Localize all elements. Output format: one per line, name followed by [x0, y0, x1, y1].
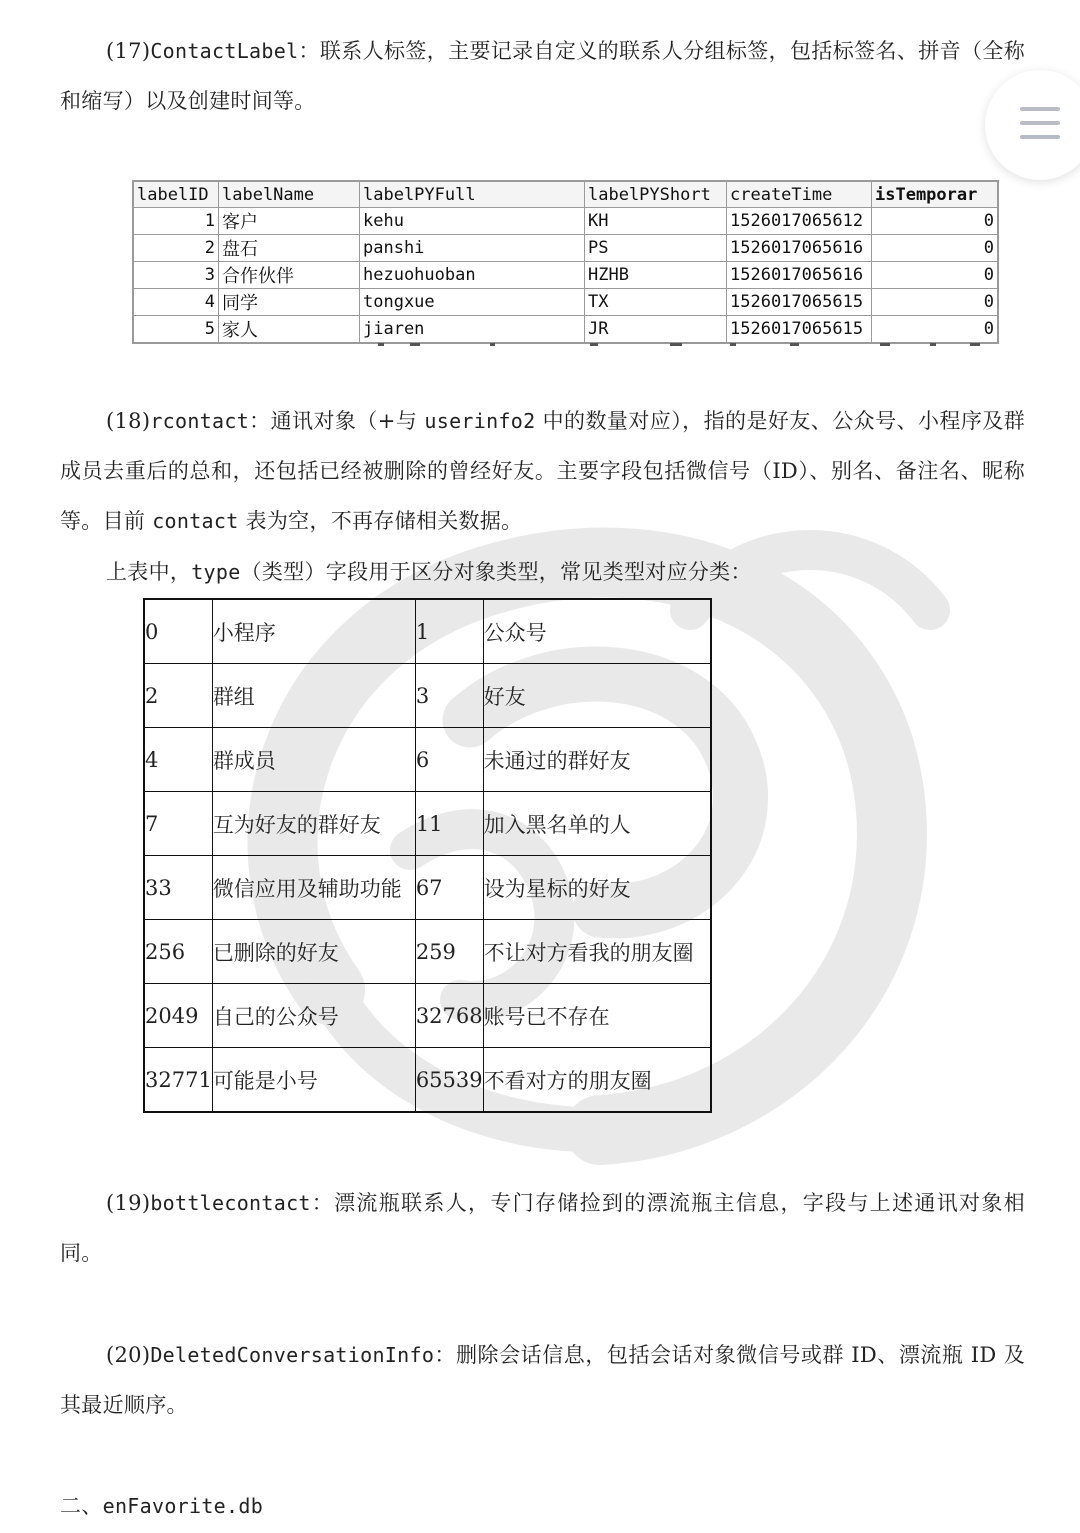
- cell-is-temporary: 0: [872, 262, 999, 289]
- header-label-id: labelID: [133, 181, 219, 208]
- section-18-table-name: rcontact: [150, 409, 250, 433]
- type-description: 可能是小号: [212, 1048, 415, 1113]
- heading-db-name: enFavorite.db: [102, 1494, 264, 1518]
- section-18-text-3: 表为空，不再存储相关数据。: [238, 509, 523, 533]
- cell-label-py-full: panshi: [360, 235, 585, 262]
- section-20-text: ：删除会话信息，包括会话对象微信号或群 ID、漂流瓶 ID 及其最近顺序。: [60, 1343, 1025, 1417]
- section-18-paragraph: [60, 396, 1025, 546]
- table-row: [133, 208, 998, 235]
- cell-is-temporary: 0: [872, 289, 999, 316]
- table-row: [144, 1048, 711, 1113]
- table-row: [144, 984, 711, 1048]
- type-code: 2049: [144, 984, 212, 1048]
- type-code: 3: [415, 664, 483, 728]
- type-description: 未通过的群好友: [483, 728, 711, 792]
- type-code: 6: [415, 728, 483, 792]
- cell-label-name: 客户: [219, 208, 360, 235]
- cell-label-py-short: PS: [585, 235, 727, 262]
- cell-create-time: 1526017065615: [727, 289, 872, 316]
- heading-number: 二、: [60, 1494, 103, 1518]
- table-row: [133, 262, 998, 289]
- section-20-paragraph: [60, 1330, 1025, 1430]
- cell-label-py-short: KH: [585, 208, 727, 235]
- userinfo-table-name: userinfo2: [424, 409, 536, 433]
- section-17-paragraph: [60, 26, 1025, 126]
- cell-label-py-short: TX: [585, 289, 727, 316]
- type-description: 不让对方看我的朋友圈: [483, 920, 711, 984]
- section-heading-2: [60, 1481, 1025, 1531]
- type-description: 小程序: [212, 599, 415, 664]
- cell-label-py-full: kehu: [360, 208, 585, 235]
- section-18-text-1: ：通讯对象（+与: [249, 409, 425, 433]
- section-20-table-name: DeletedConversationInfo: [150, 1343, 435, 1367]
- cell-create-time: 1526017065616: [727, 262, 872, 289]
- section-19-paragraph: [60, 1178, 1025, 1278]
- cell-create-time: 1526017065615: [727, 316, 872, 344]
- type-description: 好友: [483, 664, 711, 728]
- table-row: [133, 316, 998, 344]
- table-row: [133, 235, 998, 262]
- header-create-time: createTime: [727, 181, 872, 208]
- type-code: 32768: [415, 984, 483, 1048]
- type-description: 不看对方的朋友圈: [483, 1048, 711, 1113]
- type-code: 11: [415, 792, 483, 856]
- type-code: 67: [415, 856, 483, 920]
- contact-label-table: [132, 180, 999, 344]
- cell-label-id: 4: [133, 289, 219, 316]
- header-is-temporary: isTemporar: [872, 181, 999, 208]
- header-label-name: labelName: [219, 181, 360, 208]
- type-description: 已删除的好友: [212, 920, 415, 984]
- section-19-text: ：漂流瓶联系人，专门存储捡到的漂流瓶主信息，字段与上述通讯对象相同。: [60, 1191, 1025, 1265]
- cell-label-name: 盘石: [219, 235, 360, 262]
- type-description: 账号已不存在: [483, 984, 711, 1048]
- type-description: 互为好友的群好友: [212, 792, 415, 856]
- cell-label-id: 5: [133, 316, 219, 344]
- type-description: 设为星标的好友: [483, 856, 711, 920]
- section-18-text-2: 中的数量对应），指的是好友、公众号、小程序及群成员去重后的总和，还包括已经被删除的曾经好友。主要字段包括微信号（ID）、别名、备注名、昵称等。目前: [60, 409, 1025, 533]
- section-19-number: (19): [106, 1191, 151, 1215]
- header-label-py-full: labelPYFull: [360, 181, 585, 208]
- type-code: 65539: [415, 1048, 483, 1113]
- type-description: 微信应用及辅助功能: [212, 856, 415, 920]
- type-description: 加入黑名单的人: [483, 792, 711, 856]
- type-code: 0: [144, 599, 212, 664]
- cell-is-temporary: 0: [872, 235, 999, 262]
- type-description: 群组: [212, 664, 415, 728]
- type-code: 7: [144, 792, 212, 856]
- table-row: [144, 728, 711, 792]
- cell-label-id: 2: [133, 235, 219, 262]
- cell-label-id: 1: [133, 208, 219, 235]
- section-17-number: (17): [106, 39, 151, 63]
- type-code: 259: [415, 920, 483, 984]
- cell-label-py-short: JR: [585, 316, 727, 344]
- table-header-row: [133, 181, 998, 208]
- type-description: 自己的公众号: [212, 984, 415, 1048]
- section-17-text: ：联系人标签，主要记录自定义的联系人分组标签，包括标签名、拼音（全称和缩写）以及创建时间等。: [60, 39, 1025, 113]
- type-code: 2: [144, 664, 212, 728]
- type-code: 32771: [144, 1048, 212, 1113]
- cell-create-time: 1526017065612: [727, 208, 872, 235]
- section-17-table-name: ContactLabel: [150, 39, 299, 63]
- cell-label-name: 合作伙伴: [219, 262, 360, 289]
- type-intro-text-1: 上表中，: [106, 560, 192, 584]
- table-row: [144, 920, 711, 984]
- table-row: [144, 792, 711, 856]
- contact-type-table: [143, 598, 712, 1113]
- type-description: 群成员: [212, 728, 415, 792]
- table-row: [133, 289, 998, 316]
- type-intro-text-2: （类型）字段用于区分对象类型，常见类型对应分类：: [240, 560, 752, 584]
- header-label-py-short: labelPYShort: [585, 181, 727, 208]
- table-row: [144, 599, 711, 664]
- table-row: [144, 664, 711, 728]
- section-20-number: (20): [106, 1343, 151, 1367]
- table-row: [144, 856, 711, 920]
- cropped-text-remnant: [370, 340, 1000, 348]
- cell-label-py-short: HZHB: [585, 262, 727, 289]
- cell-label-name: 家人: [219, 316, 360, 344]
- contact-table-name: contact: [152, 509, 239, 533]
- cell-label-id: 3: [133, 262, 219, 289]
- type-code: 33: [144, 856, 212, 920]
- section-19-table-name: bottlecontact: [150, 1191, 311, 1215]
- type-code: 256: [144, 920, 212, 984]
- type-code: 1: [415, 599, 483, 664]
- type-field-name: type: [191, 560, 241, 584]
- type-code: 4: [144, 728, 212, 792]
- cell-label-py-full: jiaren: [360, 316, 585, 344]
- cell-label-name: 同学: [219, 289, 360, 316]
- section-18-number: (18): [106, 409, 151, 433]
- cell-is-temporary: 0: [872, 208, 999, 235]
- type-intro-paragraph: [60, 547, 1025, 597]
- cell-label-py-full: hezuohuoban: [360, 262, 585, 289]
- cell-is-temporary: 0: [872, 316, 999, 344]
- cell-create-time: 1526017065616: [727, 235, 872, 262]
- cell-label-py-full: tongxue: [360, 289, 585, 316]
- type-description: 公众号: [483, 599, 711, 664]
